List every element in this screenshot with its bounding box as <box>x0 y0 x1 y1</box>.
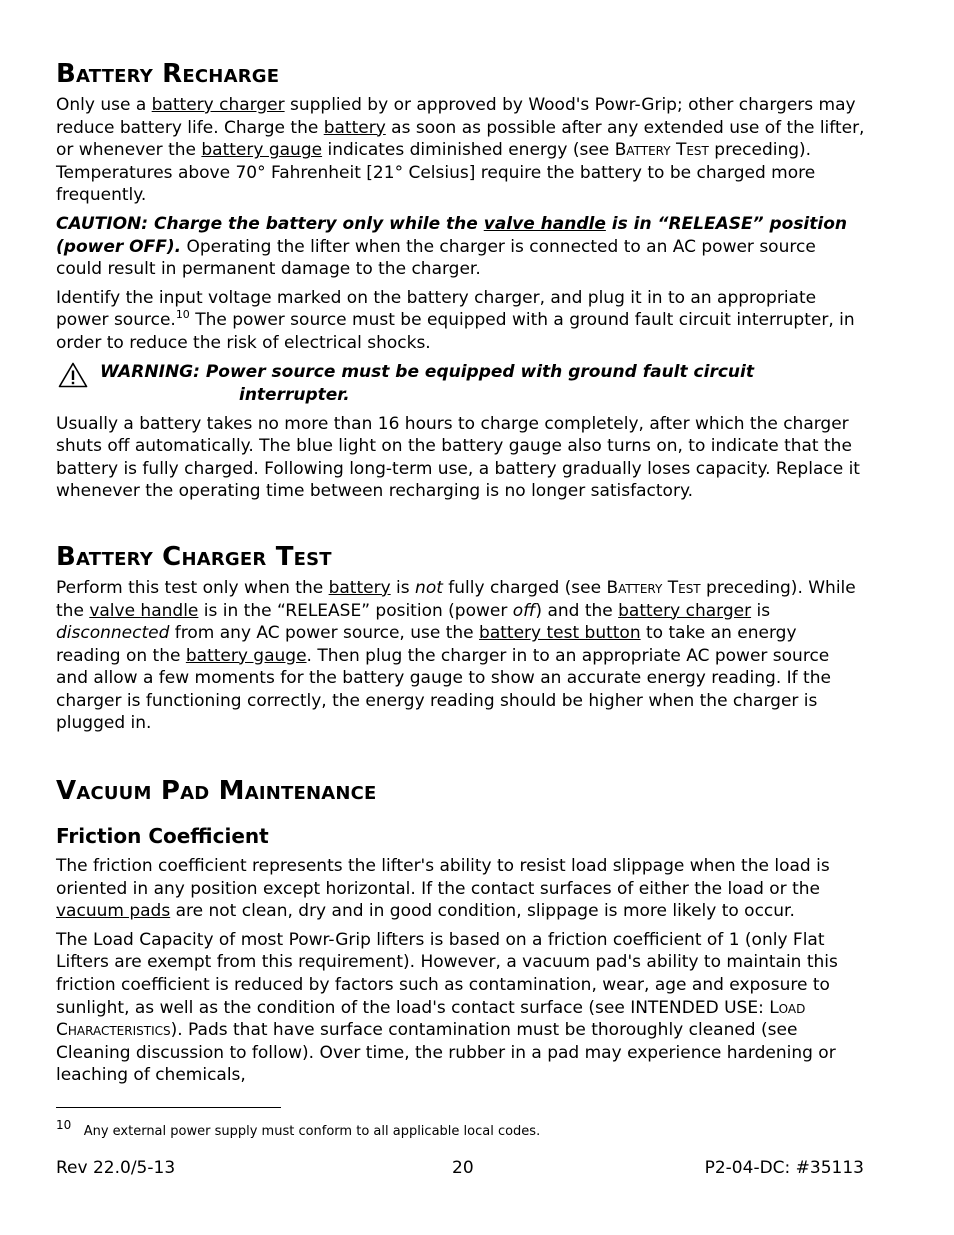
paragraph <box>56 287 866 355</box>
paragraph <box>56 929 866 1087</box>
caution-text: is in “RELEASE” position (power OFF). <box>56 213 847 257</box>
link-battery-test-button[interactable]: battery test button <box>479 623 641 644</box>
section-reference: Battery Test <box>606 577 701 598</box>
link-valve-handle[interactable]: valve handle <box>89 600 199 621</box>
text: is in the “RELEASE” position (power <box>198 600 513 621</box>
text: Only use a <box>56 95 152 115</box>
text: ) and the <box>535 600 619 621</box>
text: is <box>390 577 416 598</box>
link-battery-gauge[interactable]: battery gauge <box>185 645 307 666</box>
link-battery-charger[interactable]: battery charger <box>618 600 752 621</box>
paragraph <box>56 855 866 923</box>
text: Operating the lifter when the charger is connected to an AC power source could result in permanent damage to the charger. <box>56 236 816 280</box>
text: Identify the input voltage marked on the battery charger, and plug it in to an appropriate power source. <box>56 287 817 331</box>
subsection-title-friction-coefficient: Friction Coefficient <box>56 824 269 849</box>
link-battery[interactable]: battery <box>328 577 391 598</box>
page-content <box>56 58 866 1093</box>
text: ). Pads that have surface contamination must be thoroughly cleaned (see Cleaning discussion to follow). Over time, the rubber in a pad may experience hardening or leaching of chemicals, <box>56 1020 836 1086</box>
section-title-battery-recharge: Battery Recharge <box>56 59 280 89</box>
warning-line-1: WARNING: Power source must be equipped with ground fault circuit <box>100 361 754 382</box>
text: as soon as possible after any extended use of the lifter, or whenever the <box>56 117 865 161</box>
link-battery[interactable]: battery <box>323 117 386 138</box>
text: is <box>751 600 771 621</box>
caution-paragraph <box>56 213 866 281</box>
paragraph: Usually a battery takes no more than 16 hours to charge completely, after which the charger shuts off automatically. The blue light on the battery gauge also turns on, to indicate that the battery is fully charged. Following long-term use, a battery gradually loses capacity. Replace it whenever the operating time between recharging is no longer satisfactory. <box>56 413 860 502</box>
text: . Then plug the charger in to an appropriate AC power source and allow a few moments for the battery gauge to show an accurate energy reading. If the charger is functioning correctly, the energy reading should be higher when the charger is plugged in. <box>56 645 831 734</box>
text: indicates diminished energy (see <box>322 140 615 161</box>
section-reference: Load Characteristics <box>56 997 806 1041</box>
warning-block <box>56 361 866 407</box>
emphasis: not <box>415 577 443 598</box>
paragraph <box>56 94 866 207</box>
text: preceding). While the <box>56 577 856 621</box>
emphasis: disconnected <box>56 623 170 644</box>
text: The friction coefficient represents the lifter's ability to resist load slippage when the load is oriented in any position except horizontal. If the contact surfaces of either the load or the <box>56 856 830 899</box>
footnote-text: Any external power supply must conform to all applicable local codes. <box>83 1124 541 1139</box>
text: preceding). Temperatures above 70° Fahrenheit [21° Celsius] require the battery to be charged more frequently. <box>56 140 816 206</box>
link-battery-charger[interactable]: battery charger <box>151 95 285 115</box>
section-title-vacuum-pad-maintenance: Vacuum Pad Maintenance <box>56 776 377 807</box>
footnote-number: 10 <box>56 1118 72 1132</box>
section-reference: Battery Test <box>614 140 709 161</box>
text: to take an energy reading on the <box>56 623 797 666</box>
text: are not clean, dry and in good condition, slippage is more likely to occur. <box>170 901 795 922</box>
emphasis: off <box>512 600 536 621</box>
link-battery-gauge[interactable]: battery gauge <box>201 140 323 161</box>
text: from any AC power source, use the <box>169 623 480 644</box>
section-title-battery-charger-test: Battery Charger Test <box>56 541 332 572</box>
text: Perform this test only when the <box>56 577 329 598</box>
footnote <box>56 1118 541 1141</box>
caution-label: CAUTION: Charge the battery only while the <box>56 213 484 234</box>
paragraph <box>56 577 866 735</box>
text: The power source must be equipped with a ground fault circuit interrupter, in order to reduce the risk of electrical shocks. <box>56 310 855 353</box>
text: fully charged (see <box>442 577 607 598</box>
footnote-separator <box>56 1107 281 1108</box>
link-vacuum-pads[interactable]: vacuum pads <box>56 901 171 922</box>
text: supplied by or approved by Wood's Powr-Grip; other chargers may reduce battery life. Charge the <box>56 95 856 138</box>
footer-document-id: P2-04-DC: #35113 <box>704 1158 864 1178</box>
warning-line-2: interrupter. <box>239 384 350 405</box>
footer-page-number: 20 <box>452 1158 474 1178</box>
warning-triangle-icon <box>58 362 88 388</box>
footer-revision: Rev 22.0/5-13 <box>56 1158 176 1178</box>
link-valve-handle[interactable]: valve handle <box>483 213 606 234</box>
footnote-ref[interactable]: 10 <box>175 308 190 322</box>
text: The Load Capacity of most Powr-Grip lifters is based on a friction coefficient of 1 (only Flat Lifters are exempt from this requirement). However, a vacuum pad's ability to maintain this friction coefficient is reduced by factors such as contamination, wear, age and exposure to sunlight, as well as the condition of the load's contact surface (see INTENDED USE: <box>56 929 838 1018</box>
